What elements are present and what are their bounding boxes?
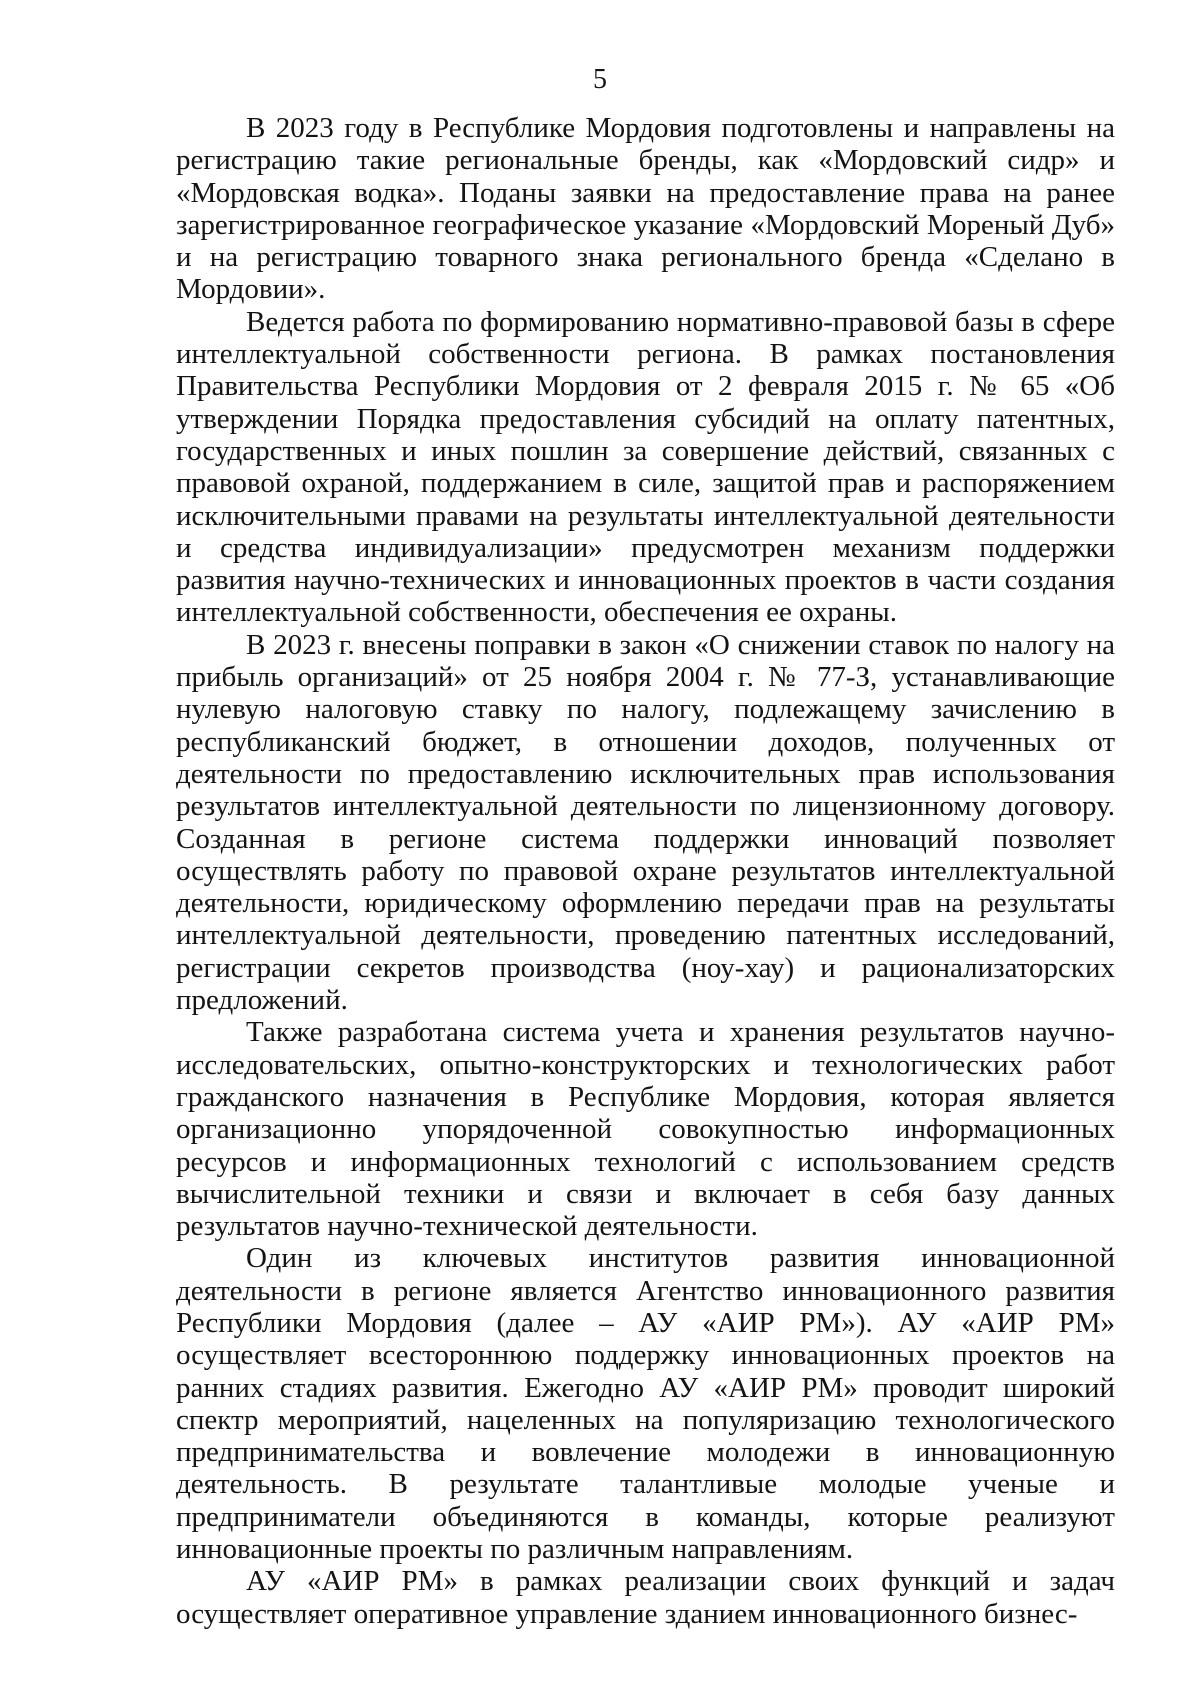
paragraph-agency-management: АУ «АИР РМ» в рамках реализации своих функций и задач осуществляет оперативное управление зданием инновационного бизнес- xyxy=(176,1565,1115,1630)
paragraph-tax-amendments: В 2023 г. внесены поправки в закон «О снижении ставок по налогу на прибыль организаций» от 25 ноября 2004 г. № 77-З, устанавливающие нулевую налоговую ставку по налогу, подлежащему зачислению в республиканский бюджет, в отношении доходов, полученных от деятельности по предоставлению исключительных прав использования результатов интеллектуальной деятельности по лицензионному договору. Созданная в регионе система поддержки инноваций позволяет осуществлять работу по правовой охране результатов интеллектуальной деятельности, юридическому оформлению передачи прав на результаты интеллектуальной деятельности, проведению патентных исследований, регистрации секретов производства (ноу-хау) и рационализаторских предложений. xyxy=(176,628,1115,1017)
paragraph-legal-framework: Ведется работа по формированию нормативно-правовой базы в сфере интеллектуальной собственности региона. В рамках постановления Правительства Республики Мордовия от 2 февраля 2015 г. № 65 «Об утверждении Порядка предоставления субсидий на оплату патентных, государственных и иных пошлин за совершение действий, связанных с правовой охраной, поддержанием в силе, защитой прав и распоряжением исключительными правами на результаты интеллектуальной деятельности и средства индивидуализации» предусмотрен механизм поддержки развития научно-технических и инновационных проектов в части создания интеллектуальной собственности, обеспечения ее охраны. xyxy=(176,305,1115,629)
paragraph-rnd-accounting-system: Также разработана система учета и хранения результатов научно-исследовательских, опытно-конструкторских и технологических работ гражданского назначения в Республике Мордовия, которая является организационно упорядоченной совокупностью информационных ресурсов и информационных технологий с использованием средств вычислительной техники и связи и включает в себя базу данных результатов научно-технической деятельности. xyxy=(176,1016,1115,1243)
paragraph-regional-brands: В 2023 году в Республике Мордовия подготовлены и направлены на регистрацию такие региональные бренды, как «Мордовский сидр» и «Мордовская водка». Поданы заявки на предоставление права на ранее зарегистрированное географическое указание «Мордовский Мореный Дуб» и на регистрацию товарного знака регионального бренда «Сделано в Мордовии». xyxy=(176,112,1115,306)
paragraph-innovation-agency: Один из ключевых институтов развития инновационной деятельности в регионе является Агентство инновационного развития Республики Мордовия (далее – АУ «АИР РМ»). АУ «АИР РМ» осуществляет всестороннюю поддержку инновационных проектов на ранних стадиях развития. Ежегодно АУ «АИР РМ» проводит широкий спектр мероприятий, нацеленных на популяризацию технологического предпринимательства и вовлечение молодежи в инновационную деятельность. В результате талантливые молодые ученые и предприниматели объединяются в команды, которые реализуют инновационные проекты по различным направлениям. xyxy=(176,1242,1115,1566)
document-body xyxy=(176,112,1115,1630)
page-number: 5 xyxy=(593,64,607,95)
